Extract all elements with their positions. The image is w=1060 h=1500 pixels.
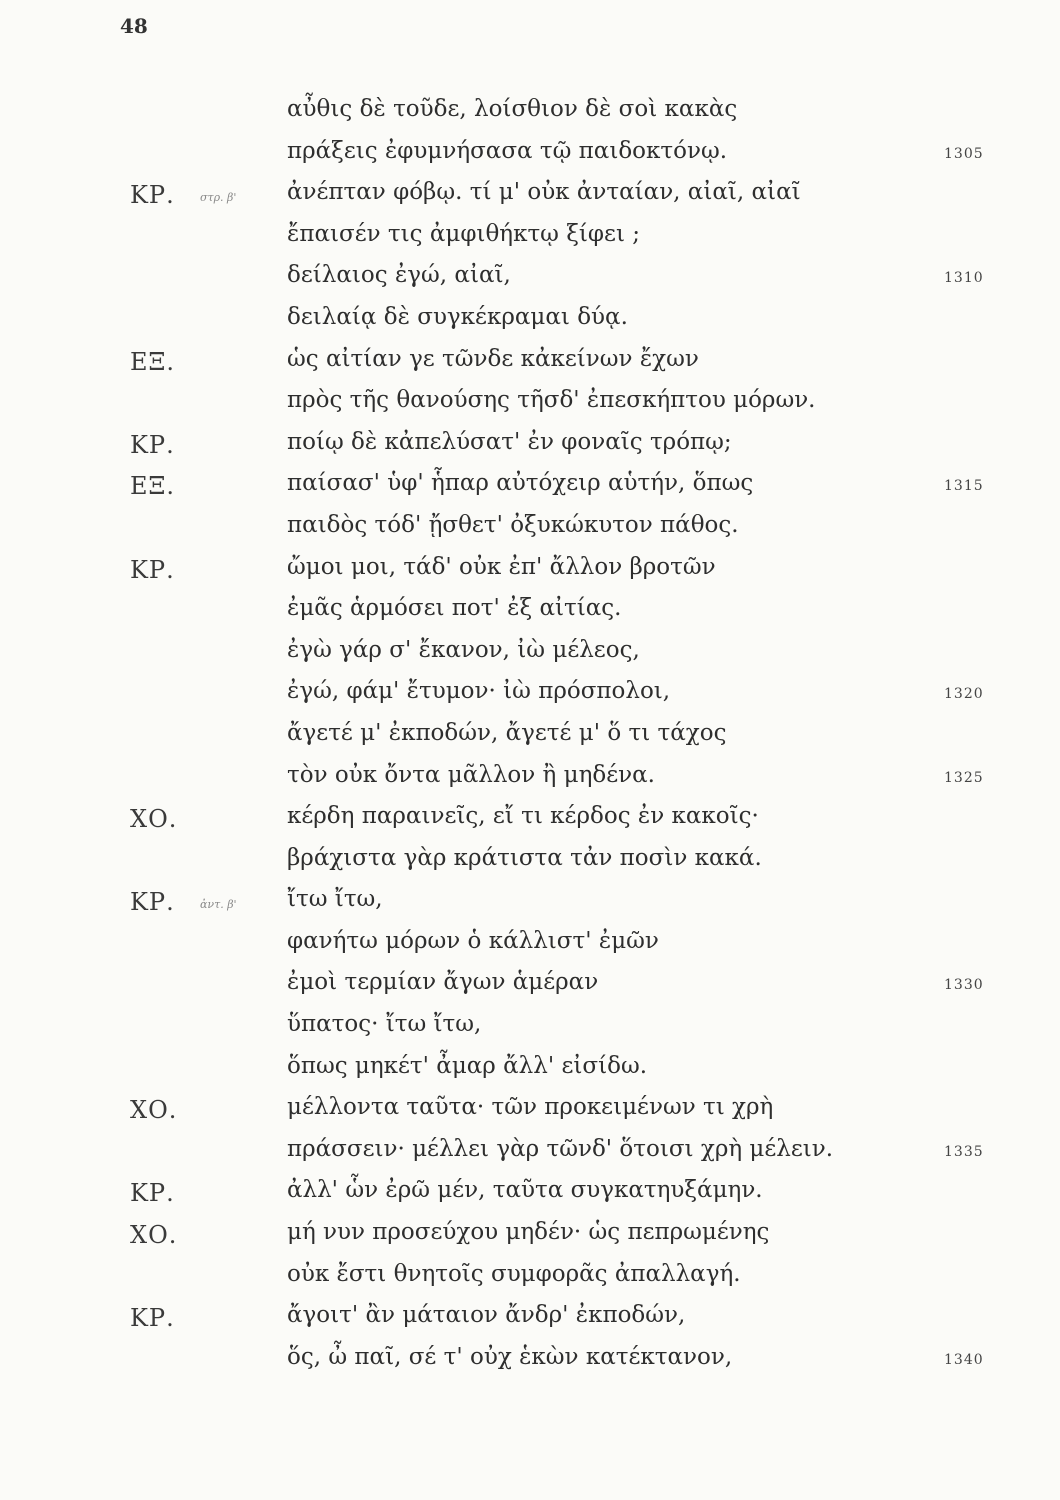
speaker-label: ΚΡ. bbox=[130, 1304, 175, 1333]
verse-line-text: ἐμοὶ τερμίαν ἄγων ἁμέραν bbox=[287, 969, 599, 996]
verse-line bbox=[0, 1053, 1060, 1095]
verse-line-text: αὖθις δὲ τοῦδε, λοίσθιον δὲ σοὶ κακὰς bbox=[287, 96, 738, 122]
verse-line-text: ὕπατος· ἴτω ἴτω, bbox=[287, 1011, 482, 1038]
verse-line-text: ὤμοι μοι, τάδ' οὐκ ἐπ' ἄλλον βροτῶν bbox=[287, 553, 716, 580]
page-number: 48 bbox=[120, 14, 148, 38]
verse-line-text: ἐγὼ γάρ σ' ἔκανον, ἰὼ μέλεος, bbox=[287, 636, 640, 663]
verse-line bbox=[0, 304, 1060, 346]
verse-line-text: βράχιστα γὰρ κράτιστα τἀν ποσὶν κακά. bbox=[287, 844, 762, 871]
verse-line bbox=[0, 1094, 1060, 1136]
verse-line-text: μή νυν προσεύχου μηδέν· ὡς πεπρωμένης bbox=[287, 1219, 770, 1246]
line-number: 1320 bbox=[944, 686, 984, 703]
verse-line bbox=[0, 470, 1060, 512]
line-number: 1310 bbox=[944, 270, 984, 287]
verse-line bbox=[0, 1219, 1060, 1261]
verse-line bbox=[0, 969, 1060, 1011]
verse-line-text: πράσσειν· μέλλει γὰρ τῶνδ' ὅτοισι χρὴ μέλειν. bbox=[287, 1135, 834, 1162]
verse-line-text: μέλλοντα ταῦτα· τῶν προκειμένων τι χρὴ bbox=[287, 1094, 774, 1121]
verse-line bbox=[0, 1011, 1060, 1053]
verse-line-text: ἐγώ, φάμ' ἔτυμον· ἰὼ πρόσπολοι, bbox=[287, 678, 671, 705]
verse-line bbox=[0, 595, 1060, 637]
verse-line-text: ὅς, ὦ παῖ, σέ τ' οὐχ ἑκὼν κατέκτανον, bbox=[287, 1343, 733, 1370]
verse-line bbox=[0, 554, 1060, 596]
verse-line bbox=[0, 1302, 1060, 1344]
verse-line-text: φανήτω μόρων ὁ κάλλιστ' ἐμῶν bbox=[287, 927, 659, 954]
verse-line-text: ποίῳ δὲ κἀπελύσατ' ἐν φοναῖς τρόπῳ; bbox=[287, 428, 732, 455]
verse-line bbox=[0, 1136, 1060, 1178]
speaker-label: ΚΡ. bbox=[130, 555, 175, 584]
line-number: 1315 bbox=[944, 478, 984, 495]
verse-line-text: ἀνέπταν φόβῳ. τί μ' οὐκ ἀνταίαν, αἰαῖ, αἰαῖ bbox=[287, 179, 801, 206]
verse-line bbox=[0, 1261, 1060, 1303]
verse-line bbox=[0, 886, 1060, 928]
verse-line-text: παίσασ' ὑφ' ἧπαρ αὐτόχειρ αὑτήν, ὅπως bbox=[287, 470, 754, 497]
speaker-label: ΕΞ. bbox=[130, 347, 176, 376]
speaker-label: ΚΡ. bbox=[130, 181, 175, 210]
verse-line-text: ἀλλ' ὧν ἐρῶ μέν, ταῦτα συγκατηυξάμην. bbox=[287, 1177, 763, 1204]
verse-line-text: πράξεις ἐφυμνήσασα τῷ παιδοκτόνῳ. bbox=[287, 137, 728, 164]
line-number: 1325 bbox=[944, 769, 984, 786]
verse-line bbox=[0, 762, 1060, 804]
strophe-marker: στρ. β' bbox=[200, 191, 237, 205]
verse-line bbox=[0, 138, 1060, 180]
verse-line-text: παιδὸς τόδ' ᾔσθετ' ὀξυκώκυτον πάθος. bbox=[287, 511, 739, 538]
verse-line bbox=[0, 928, 1060, 970]
verse-line bbox=[0, 262, 1060, 304]
verse-line bbox=[0, 346, 1060, 388]
verse-line bbox=[0, 221, 1060, 263]
verse-line bbox=[0, 720, 1060, 762]
verse-line bbox=[0, 96, 1060, 138]
verse-line-text: ἄγοιτ' ἂν μάταιον ἄνδρ' ἐκποδών, bbox=[287, 1302, 686, 1329]
line-number: 1305 bbox=[944, 145, 984, 162]
speaker-label: ΚΡ. bbox=[130, 430, 175, 459]
verse-line bbox=[0, 845, 1060, 887]
verse-line bbox=[0, 429, 1060, 471]
verse-line-text: οὐκ ἔστι θνητοῖς συμφορᾶς ἀπαλλαγή. bbox=[287, 1260, 741, 1287]
verse-line bbox=[0, 179, 1060, 221]
verse-line bbox=[0, 512, 1060, 554]
verse-line-text: κέρδη παραινεῖς, εἴ τι κέρδος ἐν κακοῖς· bbox=[287, 803, 759, 830]
verse-line bbox=[0, 1344, 1060, 1386]
strophe-marker: ἀντ. β' bbox=[200, 898, 237, 912]
verse-line bbox=[0, 678, 1060, 720]
verse-line bbox=[0, 803, 1060, 845]
speaker-label: ΕΞ. bbox=[130, 472, 176, 501]
line-number: 1335 bbox=[944, 1143, 984, 1160]
line-number: 1330 bbox=[944, 977, 984, 994]
verse-line-text: ὡς αἰτίαν γε τῶνδε κἀκείνων ἔχων bbox=[287, 345, 699, 372]
verse-line-text: ἐμᾶς ἁρμόσει ποτ' ἐξ αἰτίας. bbox=[287, 595, 622, 622]
verse-line-text: ἄγετέ μ' ἐκποδών, ἄγετέ μ' ὅ τι τάχος bbox=[287, 719, 727, 746]
speaker-label: ΚΡ. bbox=[130, 1179, 175, 1208]
verse-line-text: ἴτω ἴτω, bbox=[287, 886, 383, 913]
speaker-label: ΧΟ. bbox=[130, 1221, 178, 1250]
verse-line-text: ἔπαισέν τις ἀμφιθήκτῳ ξίφει ; bbox=[287, 220, 641, 247]
verse-line bbox=[0, 637, 1060, 679]
verse-line-text: πρὸς τῆς θανούσης τῆσδ' ἐπεσκήπτου μόρων. bbox=[287, 387, 816, 414]
verse-line bbox=[0, 387, 1060, 429]
speaker-label: ΧΟ. bbox=[130, 1096, 178, 1125]
speaker-label: ΧΟ. bbox=[130, 805, 178, 834]
verse-text bbox=[0, 96, 1060, 1385]
verse-line bbox=[0, 1177, 1060, 1219]
line-number: 1340 bbox=[944, 1351, 984, 1368]
verse-line-text: τὸν οὐκ ὄντα μᾶλλον ἢ μηδένα. bbox=[287, 761, 655, 788]
speaker-label: ΚΡ. bbox=[130, 888, 175, 917]
verse-line-text: δείλαιος ἐγώ, αἰαῖ, bbox=[287, 262, 511, 289]
verse-line-text: ὅπως μηκέτ' ἆμαρ ἄλλ' εἰσίδω. bbox=[287, 1052, 648, 1079]
verse-line-text: δειλαίᾳ δὲ συγκέκραμαι δύᾳ. bbox=[287, 303, 628, 330]
